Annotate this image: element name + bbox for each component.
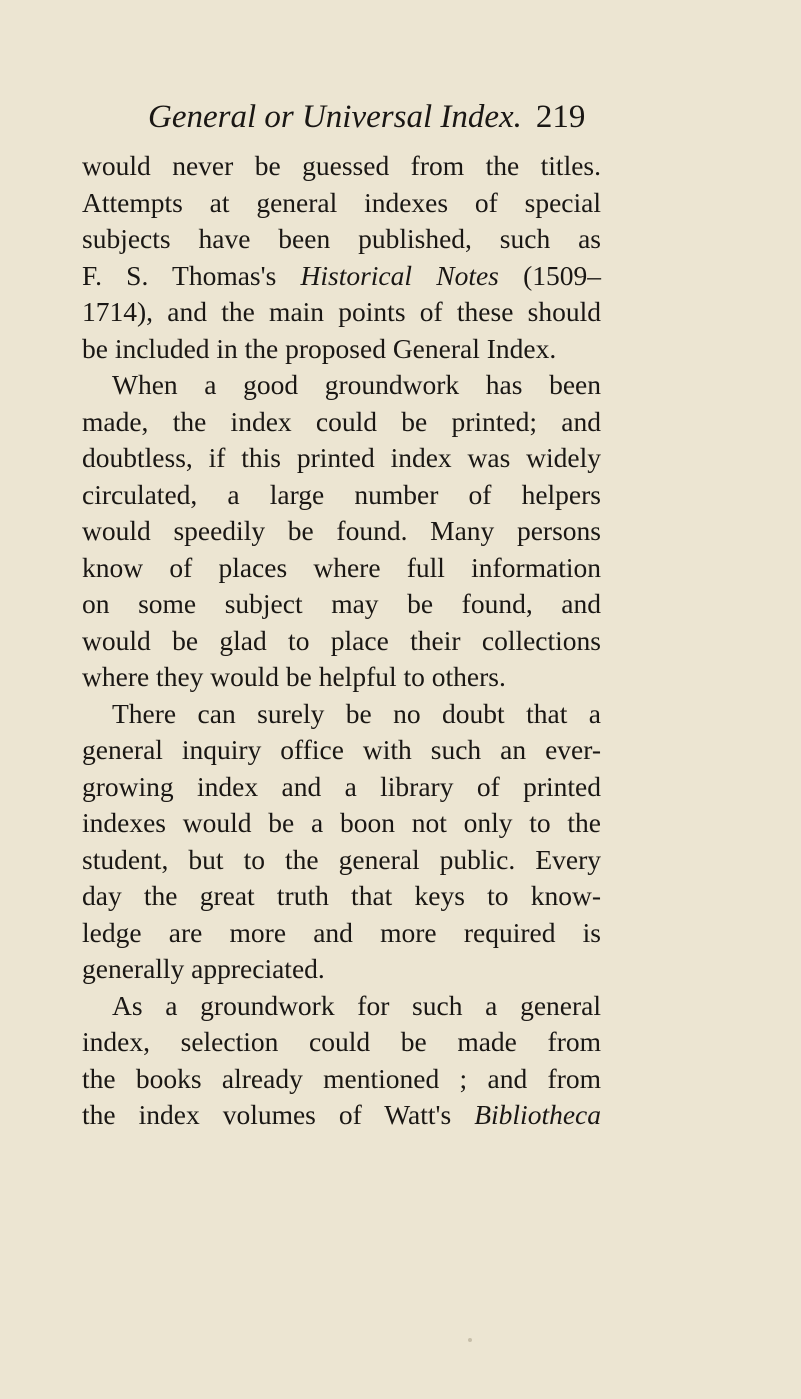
text-line: student, but to the general public. Every: [82, 843, 601, 875]
paper-speck: [468, 1338, 472, 1342]
text-line: the books already mentioned ; and from: [82, 1062, 601, 1094]
text-line: Attempts at general indexes of special: [82, 186, 601, 218]
text-line: indexes would be a boon not only to the: [82, 807, 601, 838]
text-line: would be glad to place their collections: [82, 624, 601, 656]
text-line: made, the index could be printed; and: [82, 405, 601, 437]
italic-title: Bibliotheca: [474, 1099, 601, 1130]
text-line: would speedily be found. Many persons: [82, 515, 601, 546]
body-text: [82, 148, 601, 1134]
text-segment: (1509–: [498, 259, 601, 291]
text-line: growing index and a library of printed: [82, 770, 601, 802]
page-number: 219: [535, 99, 586, 135]
text-line: There can surely be no doubt that a: [112, 697, 601, 729]
text-line: would never be guessed from the titles.: [82, 150, 601, 181]
text-line: on some subject may be found, and: [82, 588, 601, 619]
text-line: doubtless, if this printed index was widely: [82, 442, 601, 473]
text-segment: the index volumes of Watt's: [82, 1099, 475, 1130]
text-line: general inquiry office with such an ever-: [82, 734, 601, 765]
italic-title: Historical Notes: [300, 259, 499, 291]
text-line: 1714), and the main points of these should: [82, 296, 601, 327]
text-line: As a groundwork for such a general: [112, 989, 601, 1021]
text-line: know of places where full information: [82, 551, 601, 583]
text-line: [82, 1097, 601, 1134]
text-segment: F. S. Thomas's: [82, 259, 301, 291]
text-line: where they would be helpful to others.: [82, 661, 506, 692]
text-line: day the great truth that keys to know-: [82, 880, 601, 911]
text-line: subjects have been published, such as: [82, 223, 601, 254]
text-line: [82, 258, 601, 295]
text-line: be included in the proposed General Index.: [82, 332, 557, 364]
running-head-title: General or Universal Index.: [148, 99, 522, 135]
text-line: When a good groundwork has been: [112, 369, 601, 400]
text-line: generally appreciated.: [82, 953, 325, 984]
text-line: ledge are more and more required is: [82, 916, 601, 948]
running-head: [148, 92, 608, 142]
text-line: circulated, a large number of helpers: [82, 478, 601, 510]
text-line: index, selection could be made from: [82, 1026, 601, 1057]
